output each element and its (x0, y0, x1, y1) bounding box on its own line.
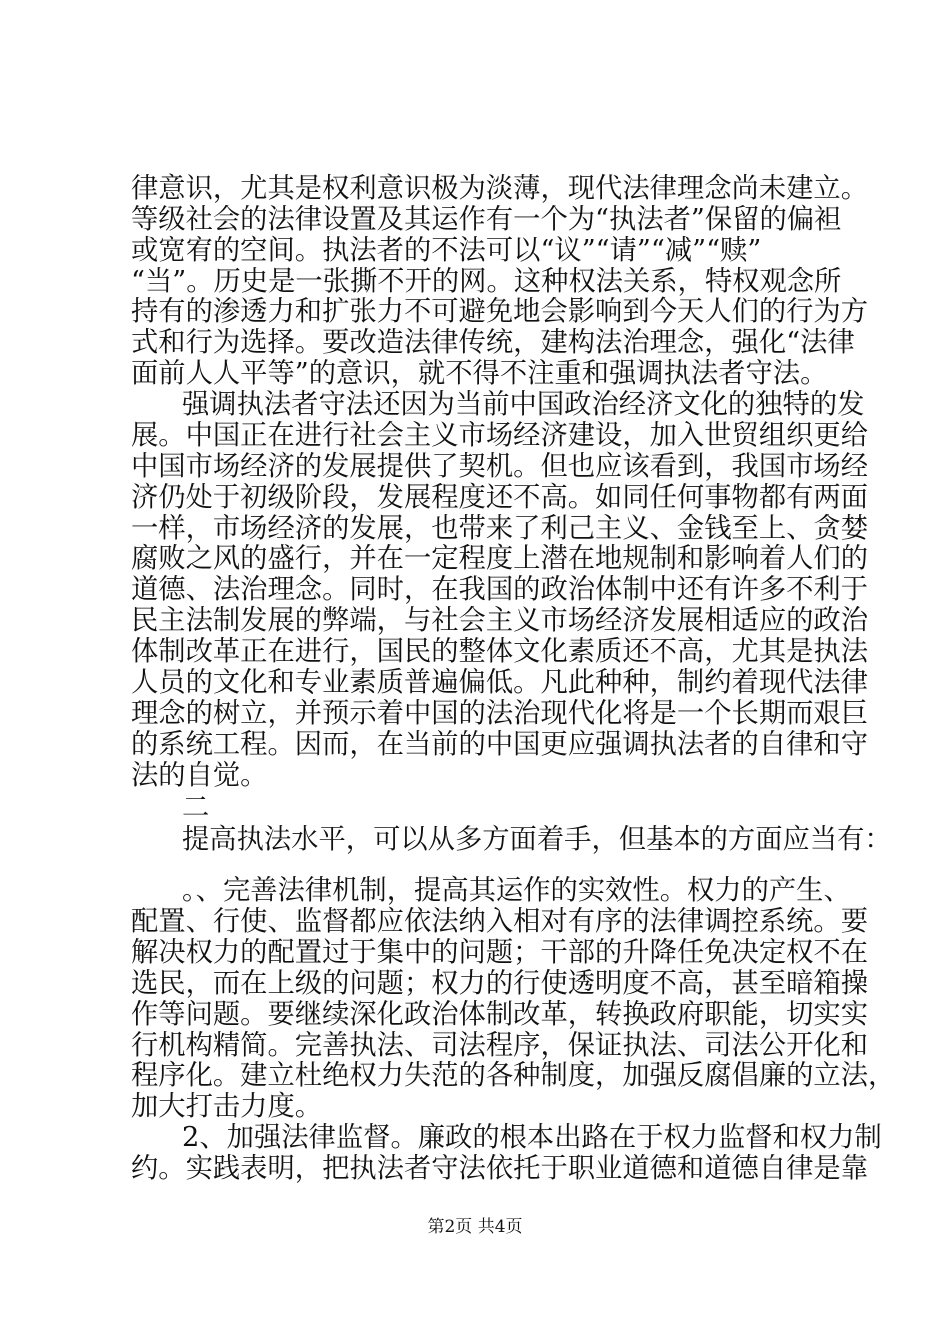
paragraph-line: 的系统工程。因而，在当前的中国更应强调执法者的自律和守 (131, 729, 869, 760)
paragraph-line: 中国市场经济的发展提供了契机。但也应该看到，我国市场经 (131, 451, 869, 482)
paragraph-line: 面前人人平等”的意识，就不得不注重和强调执法者守法。 (131, 358, 828, 389)
paragraph-line: 律意识，尤其是权利意识极为淡薄，现代法律理念尚未建立。 (131, 173, 869, 204)
paragraph-first-line: 强调执法者守法还因为当前中国政治经济文化的独特的发 (182, 389, 865, 420)
paragraph-line: 济仍处于初级阶段，发展程度还不高。如同任何事物都有两面 (131, 482, 869, 513)
paragraph-line: 道德、法治理念。同时，在我国的政治体制中还有许多不利于 (131, 574, 869, 605)
paragraph-line: 等级社会的法律设置及其运作有一个为“执法者”保留的偏袒 (131, 204, 842, 235)
paragraph-first-line: 提高执法水平，可以从多方面着手，但基本的方面应当有： (182, 824, 892, 855)
paragraph-line: 理念的树立，并预示着中国的法治现代化将是一个长期而艰巨 (131, 698, 869, 729)
section-heading: 二 (182, 792, 210, 823)
list-item-first-line: 2、加强法律监督。廉政的根本出路在于权力监督和权力制 (182, 1122, 882, 1153)
paragraph-line: 加大打击力度。 (131, 1091, 323, 1122)
paragraph-line: 选民，而在上级的问题；权力的行使透明度不高，甚至暗箱操 (131, 968, 869, 999)
paragraph-line: 作等问题。要继续深化政治体制改革，转换政府职能，切实实 (131, 999, 869, 1030)
paragraph-line: “当”。历史是一张撕不开的网。这种权法关系，特权观念所 (131, 266, 842, 297)
paragraph-line: 法的自觉。 (131, 760, 268, 791)
paragraph-line: 一样，市场经济的发展，也带来了利己主义、金钱至上、贪婪 (131, 513, 869, 544)
paragraph-line: 约。实践表明，把执法者守法依托于职业道德和道德自律是靠 (131, 1153, 869, 1184)
paragraph-line: 式和行为选择。要改造法律传统，建构法治理念，强化“法律 (131, 327, 855, 358)
paragraph-line: 民主法制发展的弊端，与社会主义市场经济发展相适应的政治 (131, 605, 869, 636)
paragraph-line: 配置、行使、监督都应依法纳入相对有序的法律调控系统。要 (131, 906, 869, 937)
page-footer: 第2页 共4页 (427, 1217, 523, 1237)
list-item-first-line: 。、完善法律机制，提高其运作的实效性。权力的产生、 (182, 875, 851, 906)
paragraph-line: 或宽宥的空间。执法者的不法可以“议”“请”“减”“赎” (131, 235, 762, 266)
paragraph-line: 行机构精简。完善执法、司法程序，保证执法、司法公开化和 (131, 1030, 869, 1061)
paragraph-line: 腐败之风的盛行，并在一定程度上潜在地规制和影响着人们的 (131, 543, 869, 574)
paragraph-line: 持有的渗透力和扩张力不可避免地会影响到今天人们的行为方 (131, 296, 869, 327)
paragraph-line: 展。中国正在进行社会主义市场经济建设，加入世贸组织更给 (131, 420, 869, 451)
paragraph-line: 体制改革正在进行，国民的整体文化素质还不高，尤其是执法 (131, 636, 869, 667)
paragraph-line: 程序化。建立杜绝权力失范的各种制度，加强反腐倡廉的立法， (131, 1060, 896, 1091)
paragraph-line: 解决权力的配置过于集中的问题；干部的升降任免决定权不在 (131, 937, 869, 968)
paragraph-line: 人员的文化和专业素质普遍偏低。凡此种种，制约着现代法律 (131, 667, 869, 698)
